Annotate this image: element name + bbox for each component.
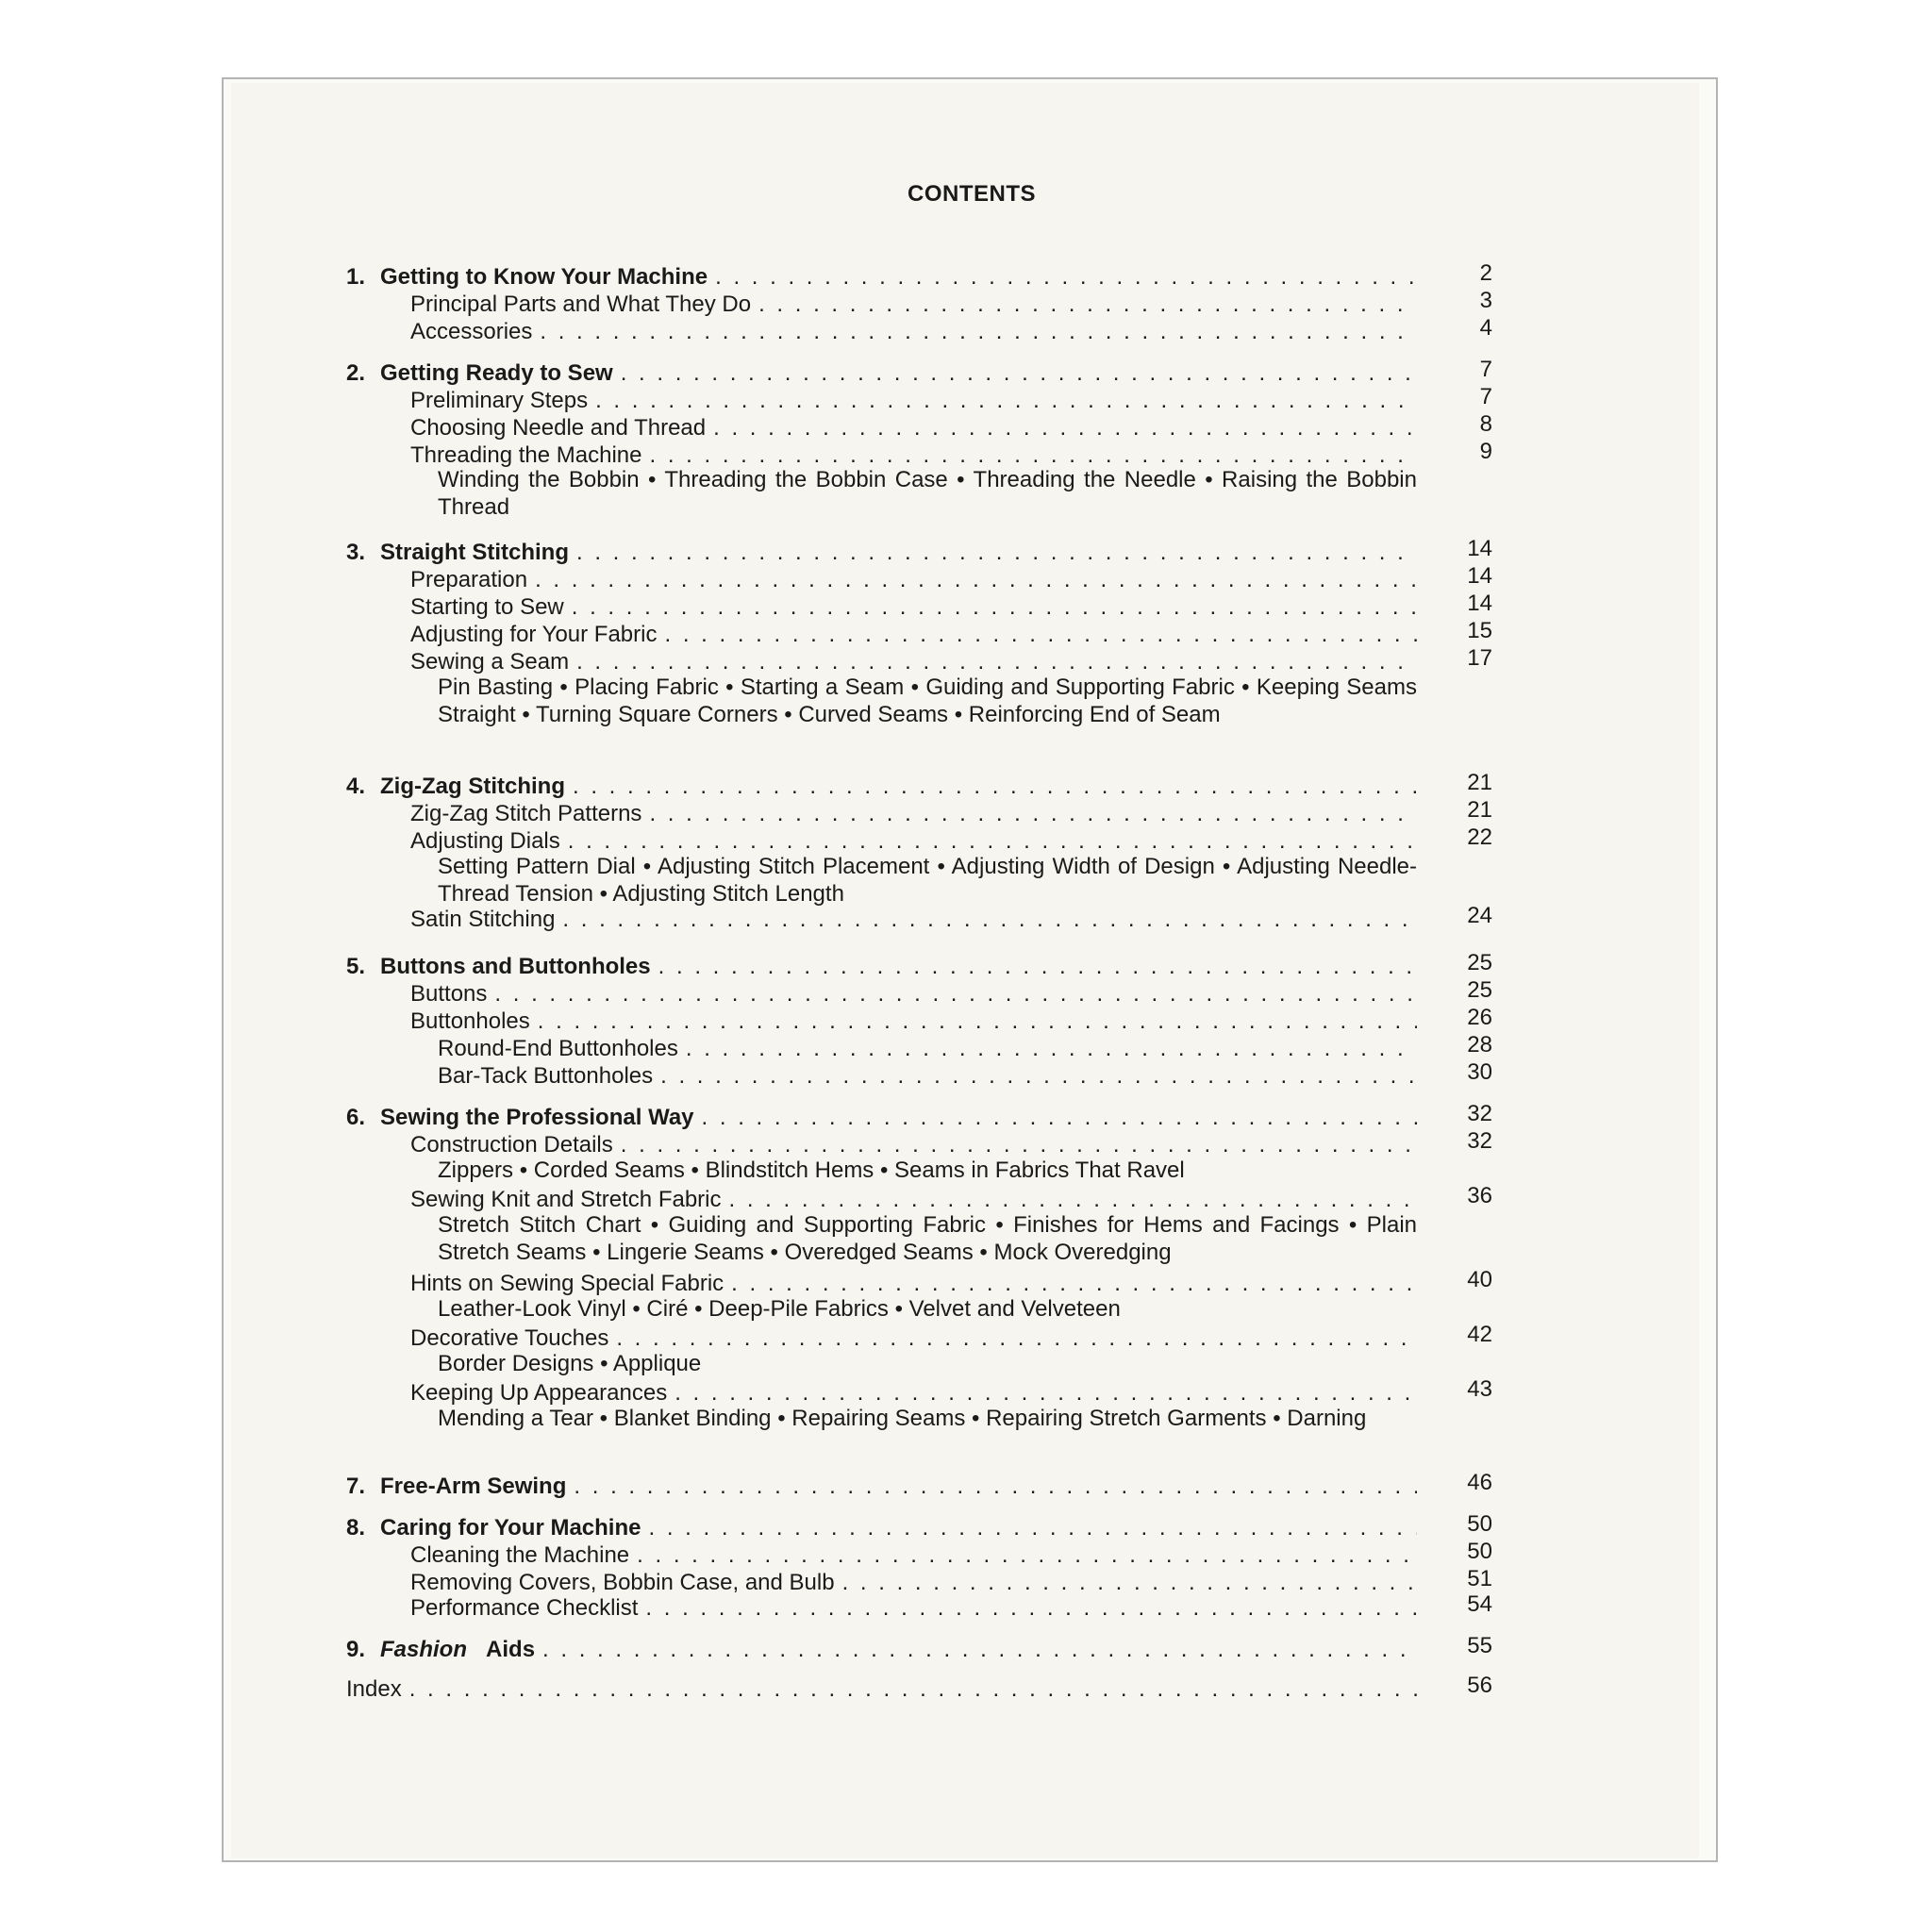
toc-section-entry[interactable] <box>410 649 1417 675</box>
page-number: 43 <box>1467 1376 1492 1402</box>
entry-label: Zig-Zag Stitching <box>380 774 565 799</box>
page-number: 14 <box>1467 563 1492 589</box>
page-number: 26 <box>1467 1005 1492 1030</box>
dot-leader <box>660 1063 1417 1090</box>
toc-section-entry[interactable] <box>438 1036 1417 1062</box>
toc-chapter-entry[interactable] <box>346 264 1417 291</box>
toc-section-entry[interactable] <box>410 1570 1417 1596</box>
entry-label: Construction Details <box>410 1132 613 1158</box>
page-number: 21 <box>1467 770 1492 795</box>
page-number: 14 <box>1467 536 1492 561</box>
page-number: 50 <box>1467 1539 1492 1564</box>
toc-detail-text: Setting Pattern Dial • Adjusting Stitch Placement • Adjusting Width of Design • Adjusting Needle-Thread Tension • Adjusting Stitch Length <box>438 854 1417 907</box>
toc-section-entry[interactable] <box>410 1380 1417 1407</box>
page-number: 25 <box>1467 950 1492 975</box>
chapter-number: 3. <box>346 540 366 565</box>
entry-label: Threading the Machine <box>410 442 642 468</box>
page-number: 56 <box>1467 1673 1492 1698</box>
entry-label: Performance Checklist <box>410 1595 639 1621</box>
toc-detail-text: Mending a Tear • Blanket Binding • Repairing Seams • Repairing Stretch Garments • Darning <box>438 1406 1367 1431</box>
toc-section-entry[interactable] <box>410 1187 1417 1213</box>
entry-label: Getting to Know Your Machine <box>380 264 708 290</box>
toc-section-entry[interactable] <box>410 415 1417 441</box>
entry-label: Index <box>346 1676 402 1702</box>
entry-label: Hints on Sewing Special Fabric <box>410 1271 724 1296</box>
page-number: 55 <box>1467 1633 1492 1658</box>
page-number: 46 <box>1467 1470 1492 1495</box>
entry-label: Preliminary Steps <box>410 388 589 413</box>
toc-section-entry[interactable] <box>410 907 1417 933</box>
dot-leader <box>542 1637 1417 1663</box>
page-number: 51 <box>1467 1566 1492 1591</box>
page-number: 21 <box>1467 797 1492 823</box>
toc-section-entry[interactable] <box>438 1063 1417 1090</box>
entry-label: Sewing the Professional Way <box>380 1105 694 1130</box>
toc-section-entry[interactable] <box>410 567 1417 593</box>
toc-chapter-entry[interactable] <box>346 540 1417 566</box>
toc-section-entry[interactable] <box>410 388 1417 414</box>
dot-leader <box>576 540 1417 566</box>
entry-label: Principal Parts and What They Do <box>410 291 752 317</box>
entry-label: Round-End Buttonholes <box>438 1036 678 1061</box>
dot-leader <box>702 1105 1417 1131</box>
chapter-number: 7. <box>346 1474 366 1499</box>
entry-label: Buttonholes <box>410 1008 530 1034</box>
dot-leader <box>645 1595 1417 1622</box>
toc-section-entry[interactable] <box>410 1008 1417 1035</box>
entry-label: Accessories <box>410 319 533 344</box>
dot-leader <box>595 388 1417 414</box>
toc-section-entry[interactable] <box>410 1271 1417 1297</box>
page-number: 2 <box>1479 260 1492 286</box>
page-number: 28 <box>1467 1032 1492 1058</box>
chapter-number: 9. <box>346 1637 366 1662</box>
toc-section-entry[interactable] <box>346 1676 1417 1703</box>
toc-detail-text: Zippers • Corded Seams • Blindstitch Hems • Seams in Fabrics That Ravel <box>438 1158 1185 1183</box>
dot-leader <box>648 1515 1417 1541</box>
dot-leader <box>494 981 1417 1008</box>
page-number: 24 <box>1467 903 1492 928</box>
toc-section-entry[interactable] <box>410 1595 1417 1622</box>
chapter-number: 5. <box>346 954 366 979</box>
entry-label: Caring for Your Machine <box>380 1515 641 1541</box>
toc-section-entry[interactable] <box>410 828 1417 855</box>
dot-leader <box>621 360 1417 387</box>
entry-label: Preparation <box>410 567 528 592</box>
dot-leader <box>664 622 1417 648</box>
chapter-number: 6. <box>346 1105 366 1130</box>
entry-label: Straight Stitching <box>380 540 569 565</box>
toc-chapter-entry[interactable] <box>346 1105 1417 1131</box>
toc-detail-text: Pin Basting • Placing Fabric • Starting a Seam • Guiding and Supporting Fabric • Keeping Seams Straight • Turning Square Corners • Curved Seams • Reinforcing End of Seam <box>438 675 1417 727</box>
toc-section-entry[interactable] <box>410 1132 1417 1158</box>
page-number: 32 <box>1467 1128 1492 1154</box>
entry-label: Buttons and Buttonholes <box>380 954 651 979</box>
page-number: 7 <box>1479 357 1492 382</box>
entry-label: Starting to Sew <box>410 594 564 620</box>
chapter-number: 8. <box>346 1515 366 1541</box>
entry-label: Choosing Needle and Thread <box>410 415 707 441</box>
page-number: 22 <box>1467 824 1492 850</box>
entry-label: Adjusting for Your Fabric <box>410 622 658 647</box>
page-number: 32 <box>1467 1101 1492 1126</box>
dot-leader <box>686 1036 1417 1062</box>
dot-leader <box>574 1474 1417 1500</box>
page-number: 7 <box>1479 384 1492 409</box>
page-number: 17 <box>1467 645 1492 671</box>
entry-label: Satin Stitching <box>410 907 556 932</box>
page-number: 25 <box>1467 977 1492 1003</box>
toc-section-entry[interactable] <box>410 801 1417 827</box>
toc-section-entry[interactable] <box>410 981 1417 1008</box>
page-number: 42 <box>1467 1322 1492 1347</box>
document-page <box>222 77 1718 1862</box>
page-number: 40 <box>1467 1267 1492 1292</box>
entry-label: Zig-Zag Stitch Patterns <box>410 801 642 826</box>
dot-leader <box>616 1325 1417 1352</box>
dot-leader <box>842 1570 1417 1596</box>
toc-chapter-entry[interactable] <box>346 1474 1417 1500</box>
dot-leader <box>729 1187 1418 1213</box>
toc-detail-text: Border Designs • Applique <box>438 1351 702 1376</box>
dot-leader <box>713 415 1417 441</box>
dot-leader <box>649 442 1417 469</box>
toc-chapter-entry[interactable] <box>346 954 1417 980</box>
entry-label: Removing Covers, Bobbin Case, and Bulb <box>410 1570 835 1595</box>
chapter-number: 1. <box>346 264 366 290</box>
toc-section-entry[interactable] <box>410 442 1417 469</box>
table-of-contents <box>224 79 1720 1862</box>
toc-detail-text: Leather-Look Vinyl • Ciré • Deep-Pile Fabrics • Velvet and Velveteen <box>438 1296 1121 1322</box>
toc-section-entry[interactable] <box>410 594 1417 621</box>
dot-leader <box>758 291 1417 318</box>
page-number: 15 <box>1467 618 1492 643</box>
page-number: 9 <box>1479 439 1492 464</box>
page-number: 54 <box>1467 1591 1492 1617</box>
page-number: 36 <box>1467 1183 1492 1208</box>
toc-detail-text: Stretch Stitch Chart • Guiding and Supporting Fabric • Finishes for Hems and Facings • Plain Stretch Seams • Lingerie Seams • Overedged Seams • Mock Overedging <box>438 1212 1417 1265</box>
toc-chapter-entry[interactable] <box>346 1637 1417 1663</box>
toc-section-entry[interactable] <box>410 1542 1417 1569</box>
toc-section-entry[interactable] <box>410 622 1417 648</box>
toc-section-entry[interactable] <box>410 319 1417 345</box>
entry-label-italic: Fashion <box>380 1637 468 1662</box>
page-number: 50 <box>1467 1511 1492 1537</box>
toc-detail-text: Winding the Bobbin • Threading the Bobbin Case • Threading the Needle • Raising the Bobbin Thread <box>438 467 1417 520</box>
page-number: 4 <box>1479 315 1492 341</box>
entry-label: Decorative Touches <box>410 1325 609 1351</box>
dot-leader <box>637 1542 1417 1569</box>
page-number: 30 <box>1467 1059 1492 1085</box>
dot-leader <box>658 954 1417 980</box>
toc-chapter-entry[interactable] <box>346 1515 1417 1541</box>
entry-label: Getting Ready to Sew <box>380 360 613 386</box>
dot-leader <box>572 594 1417 621</box>
dot-leader <box>568 828 1417 855</box>
page-number: 8 <box>1479 411 1492 437</box>
dot-leader <box>576 649 1417 675</box>
entry-label: Cleaning the Machine <box>410 1542 630 1568</box>
toc-chapter-entry[interactable] <box>346 774 1417 800</box>
dot-leader <box>731 1271 1417 1297</box>
toc-section-entry[interactable] <box>410 291 1417 318</box>
dot-leader <box>535 567 1417 593</box>
dot-leader <box>621 1132 1417 1158</box>
dot-leader <box>409 1676 1417 1703</box>
chapter-number: 2. <box>346 360 366 386</box>
entry-label: Bar-Tack Buttonholes <box>438 1063 654 1089</box>
entry-label: Keeping Up Appearances <box>410 1380 668 1406</box>
entry-label: Adjusting Dials <box>410 828 560 854</box>
entry-label: Buttons <box>410 981 488 1007</box>
dot-leader <box>715 264 1417 291</box>
toc-chapter-entry[interactable] <box>346 360 1417 387</box>
dot-leader <box>562 907 1417 933</box>
page-title: CONTENTS <box>908 181 1036 207</box>
dot-leader <box>649 801 1417 827</box>
dot-leader <box>540 319 1417 345</box>
entry-label: Sewing a Seam <box>410 649 570 675</box>
dot-leader <box>538 1008 1417 1035</box>
dot-leader <box>573 774 1417 800</box>
chapter-number: 4. <box>346 774 366 799</box>
page-number: 3 <box>1479 288 1492 313</box>
dot-leader <box>675 1380 1417 1407</box>
toc-section-entry[interactable] <box>410 1325 1417 1352</box>
entry-label: Aids <box>486 1637 536 1662</box>
entry-label: Free-Arm Sewing <box>380 1474 567 1499</box>
page-number: 14 <box>1467 591 1492 616</box>
entry-label: Sewing Knit and Stretch Fabric <box>410 1187 722 1212</box>
